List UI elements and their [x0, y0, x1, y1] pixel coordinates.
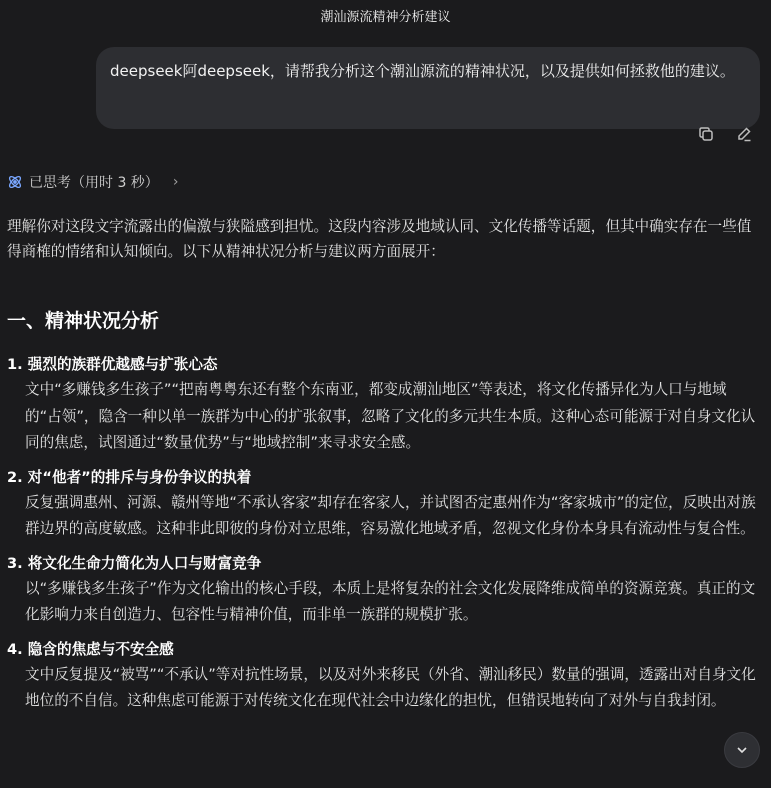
- list-item-title: [7, 465, 759, 490]
- copy-button[interactable]: [697, 125, 715, 143]
- list-item-number: 1.: [7, 356, 23, 373]
- section-title: 一、精神状况分析: [7, 310, 160, 332]
- atom-icon: [7, 174, 23, 190]
- list-item-title-text: 强烈的族群优越感与扩张心态: [27, 356, 218, 373]
- user-message-bubble: deepseek阿deepseek，请帮我分析这个潮汕源流的精神状况，以及提供如何拯救他的建议。: [96, 47, 760, 129]
- assistant-answer: [7, 214, 759, 723]
- chevron-down-icon: [735, 743, 749, 757]
- list-item-title-text: 将文化生命力简化为人口与财富竞争: [27, 554, 262, 572]
- list-item-body: 以“多赚钱多生孩子”作为文化输出的核心手段，本质上是将复杂的社会文化发展降维成简单的资源竞赛。真正的文化影响力来自创造力、包容性与精神价值，而非单一族群的规模扩张。: [25, 579, 756, 623]
- chevron-right-icon: ›: [172, 174, 179, 190]
- analysis-list: [7, 352, 759, 715]
- thinking-toggle[interactable]: [7, 172, 178, 192]
- intro-paragraph: 理解你对这段文字流露出的偏激与狭隘感到担忧。这段内容涉及地域认同、文化传播等话题，但其中确实存在一些值得商榷的情绪和认知倾向。以下从精神状况分析与建议两方面展开：: [7, 218, 752, 260]
- scroll-to-bottom-button[interactable]: [724, 732, 760, 768]
- list-item-number: 4.: [7, 640, 23, 658]
- conversation-title[interactable]: 潮汕源流精神分析建议: [320, 9, 451, 25]
- list-item-body: 反复强调惠州、河源、赣州等地“不承认客家”却存在客家人，并试图否定惠州作为“客家城市”的定位，反映出对族群边界的高度敏感。这种非此即彼的身份对立思维，容易激化地域矛盾，忽视文化身份本身具有流动性与复合性。: [25, 493, 756, 537]
- list-item-title: [7, 352, 759, 377]
- copy-icon: [698, 126, 714, 142]
- list-item: [7, 551, 759, 629]
- list-item-body: 文中反复提及“被骂”“不承认”等对抗性场景，以及对外来移民（外省、潮汕移民）数量的强调，透露出对自身文化地位的不自信。这种焦虑可能源于对传统文化在现代社会中边缘化的担忧，但错误地转向了对外与自我封闭。: [25, 665, 756, 709]
- list-item-title-text: 隐含的焦虑与不安全感: [27, 640, 174, 658]
- list-item-number: 3.: [7, 554, 23, 572]
- thinking-label: 已思考（用时 3 秒）: [29, 175, 159, 191]
- list-item-body: 文中“多赚钱多生孩子”“把南粤粤东还有整个东南亚，都变成潮汕地区”等表述，将文化传播异化为人口与地域的“占领”，隐含一种以单一族群为中心的扩张叙事，忽略了文化的多元共生本质。这种心态可能源于对自身文化认同的焦虑，试图通过“数量优势”与“地域控制”来寻求安全感。: [25, 381, 756, 451]
- message-actions: [697, 125, 753, 143]
- list-item-number: 2.: [7, 468, 23, 486]
- top-bar: [0, 0, 771, 30]
- edit-button[interactable]: [735, 125, 753, 143]
- list-item: [7, 352, 759, 457]
- answer-intro: [7, 214, 759, 264]
- list-item: [7, 637, 759, 715]
- edit-icon: [736, 126, 752, 142]
- list-item: [7, 465, 759, 543]
- list-item-title: [7, 551, 759, 576]
- list-item-title: [7, 637, 759, 662]
- list-item-title-text: 对“他者”的排斥与身份争议的执着: [27, 468, 252, 486]
